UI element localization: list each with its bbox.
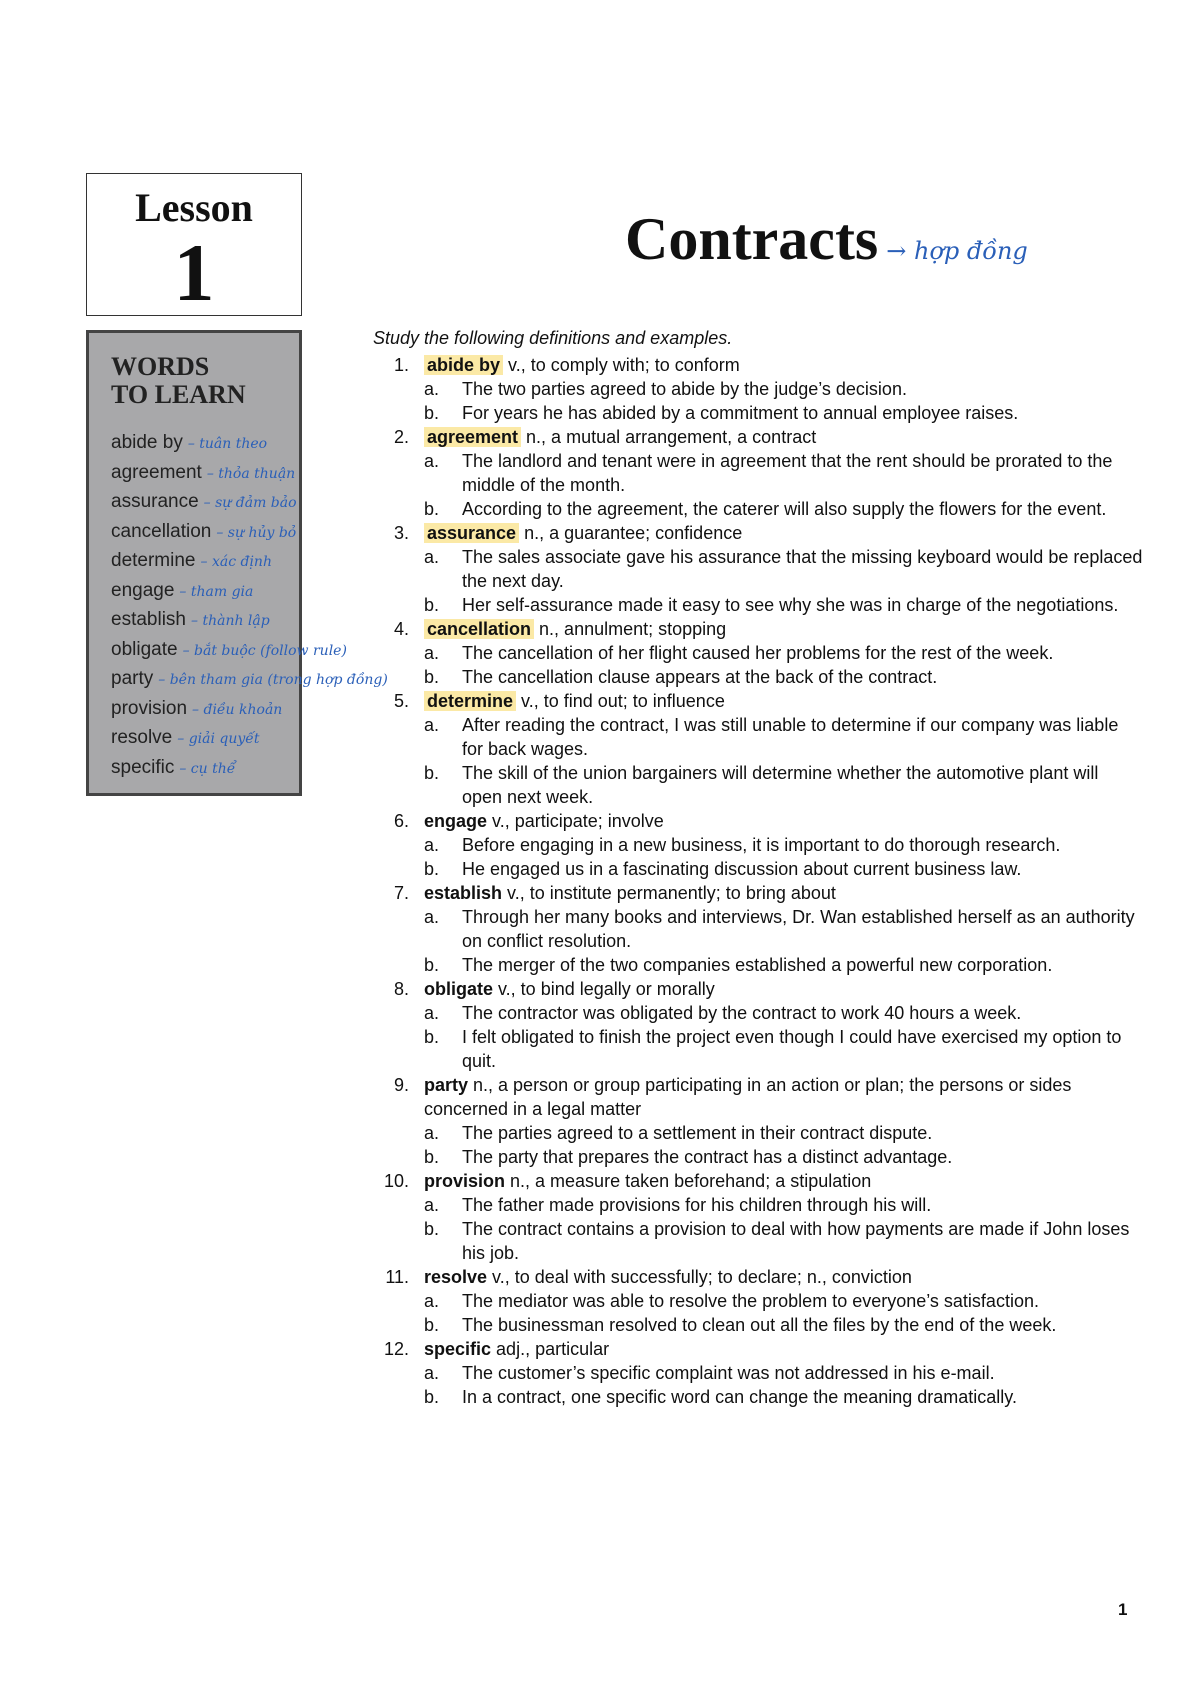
- entry-definition: n., a person or group participating in an action or plan; the persons or sides concerned in a legal matter: [424, 1075, 1072, 1119]
- entry-definition: v., to institute permanently; to bring about: [502, 883, 836, 903]
- example-label: a.: [424, 1291, 440, 1311]
- definition-entry: [373, 1265, 1143, 1289]
- word-list-item: [111, 459, 299, 489]
- example-sentence: [424, 1145, 1143, 1169]
- handwritten-note: – sự đảm bảo: [203, 495, 297, 511]
- handwritten-note: – sự hủy bỏ: [216, 524, 297, 541]
- entry-definition: n., a guarantee; confidence: [519, 523, 743, 543]
- example-sentence: [424, 665, 1143, 689]
- example-sentence: [424, 377, 1143, 401]
- word-term: provision: [111, 697, 188, 719]
- handwritten-note: – xác định: [200, 554, 272, 570]
- example-sentence: [424, 1193, 1143, 1217]
- example-sentence: [424, 545, 1143, 593]
- entry-number: 8.: [393, 979, 409, 999]
- definition-entry: [373, 977, 1143, 1001]
- word-term: abide by: [111, 432, 183, 453]
- example-label: b.: [424, 1147, 440, 1167]
- entry-term: obligate: [424, 979, 494, 999]
- word-list-item: [111, 695, 299, 725]
- entry-number: 12.: [383, 1339, 409, 1359]
- lesson-box: [86, 173, 302, 316]
- word-term: party: [111, 668, 154, 689]
- handwritten-note: – cụ thể: [179, 760, 236, 777]
- definition-entry: [373, 689, 1143, 713]
- definition-entry: [373, 1169, 1143, 1193]
- example-text: In a contract, one specific word can change the meaning dramatically.: [462, 1387, 1017, 1407]
- example-text: He engaged us in a fascinating discussion about current business law.: [462, 859, 1022, 879]
- example-label: a.: [424, 835, 440, 855]
- entry-term: cancellation: [424, 619, 534, 639]
- word-list-item: [111, 429, 299, 459]
- example-label: b.: [424, 403, 440, 423]
- lesson-number: 1: [173, 227, 215, 318]
- example-sentence: [424, 1313, 1143, 1337]
- entry-number: 1.: [393, 355, 409, 375]
- example-label: a.: [424, 643, 440, 663]
- entry-term: agreement: [424, 427, 521, 447]
- example-label: b.: [424, 859, 440, 879]
- word-term: obligate: [111, 638, 178, 660]
- handwritten-note: – bên tham gia (trong hợp đồng): [158, 672, 388, 688]
- example-sentence: [424, 713, 1143, 761]
- entry-term: engage: [424, 811, 488, 831]
- example-text: According to the agreement, the caterer will also supply the flowers for the event.: [462, 499, 1107, 519]
- example-text: The landlord and tenant were in agreement that the rent should be prorated to the middle of the month.: [462, 451, 1113, 495]
- example-label: a.: [424, 451, 440, 471]
- entry-number: 5.: [393, 691, 409, 711]
- example-label: a.: [424, 1363, 440, 1383]
- handwritten-note: – tham gia: [179, 583, 254, 600]
- entry-definition: n., a measure taken beforehand; a stipulation: [505, 1171, 872, 1191]
- entry-number: 7.: [393, 883, 409, 903]
- example-sentence: [424, 401, 1143, 425]
- example-sentence: [424, 1121, 1143, 1145]
- example-sentence: [424, 761, 1143, 809]
- example-label: a.: [424, 907, 440, 927]
- word-term: establish: [111, 609, 186, 630]
- entry-definition: v., to deal with successfully; to declare; n., conviction: [487, 1267, 912, 1287]
- entry-term: provision: [424, 1171, 506, 1191]
- handwritten-note: – điều khoản: [192, 701, 283, 718]
- entry-term: party: [424, 1075, 469, 1095]
- example-label: a.: [424, 379, 440, 399]
- example-text: The businessman resolved to clean out all the files by the end of the week.: [462, 1315, 1057, 1335]
- example-label: b.: [424, 499, 440, 519]
- example-label: b.: [424, 1027, 440, 1047]
- example-label: a.: [424, 1003, 440, 1023]
- example-text: For years he has abided by a commitment to annual employee raises.: [462, 403, 1019, 423]
- entry-number: 10.: [383, 1171, 409, 1191]
- page-title: Contracts → hợp đồng: [625, 206, 1028, 272]
- entry-term: assurance: [424, 523, 519, 543]
- example-sentence: [424, 1025, 1143, 1073]
- example-sentence: [424, 1385, 1143, 1409]
- example-label: b.: [424, 955, 440, 975]
- entry-definition: n., a mutual arrangement, a contract: [521, 427, 817, 447]
- handwritten-title-note: → hợp đồng: [886, 237, 1028, 265]
- example-label: a.: [424, 1123, 440, 1143]
- entry-number: 2.: [393, 427, 409, 447]
- example-sentence: [424, 1289, 1143, 1313]
- word-list-item: [111, 724, 299, 754]
- handwritten-note: – thỏa thuận: [206, 465, 296, 482]
- example-label: a.: [424, 1195, 440, 1215]
- entry-definition: v., participate; involve: [487, 811, 664, 831]
- definition-entry: [373, 1073, 1143, 1121]
- entry-term: resolve: [424, 1267, 488, 1287]
- example-text: The father made provisions for his children through his will.: [462, 1195, 932, 1215]
- definitions-content: [373, 326, 1143, 1409]
- example-text: The mediator was able to resolve the problem to everyone’s satisfaction.: [462, 1291, 1039, 1311]
- example-text: The contractor was obligated by the contract to work 40 hours a week.: [462, 1003, 1022, 1023]
- entry-definition: v., to find out; to influence: [516, 691, 725, 711]
- example-text: The parties agreed to a settlement in their contract dispute.: [462, 1123, 933, 1143]
- example-text: Her self-assurance made it easy to see why she was in charge of the negotiations.: [462, 595, 1119, 615]
- example-text: The two parties agreed to abide by the judge’s decision.: [462, 379, 907, 399]
- words-to-learn-box: [86, 330, 388, 796]
- word-list-item: [111, 488, 299, 518]
- example-text: The party that prepares the contract has a distinct advantage.: [462, 1147, 953, 1167]
- entry-list: [373, 353, 1143, 1409]
- example-label: a.: [424, 547, 440, 567]
- word-list-item: [111, 577, 299, 607]
- page-number: 1: [1118, 1600, 1128, 1619]
- entry-definition: v., to comply with; to conform: [503, 355, 740, 375]
- example-label: b.: [424, 1315, 440, 1335]
- instructions: Study the following definitions and examples.: [373, 328, 733, 348]
- word-list-item: [111, 606, 299, 636]
- example-text: The customer’s specific complaint was not addressed in his e-mail.: [462, 1363, 995, 1383]
- word-list-item: [111, 754, 299, 784]
- word-term: resolve: [111, 727, 173, 748]
- word-term: determine: [111, 550, 196, 571]
- example-text: The merger of the two companies established a powerful new corporation.: [462, 955, 1053, 975]
- word-list-item: [111, 547, 299, 577]
- word-term: cancellation: [111, 520, 212, 542]
- definition-entry: [373, 881, 1143, 905]
- entry-number: 11.: [385, 1267, 409, 1287]
- words-heading: WORDS TO LEARN: [111, 352, 246, 409]
- entry-term: specific: [424, 1339, 492, 1359]
- word-list-item: [111, 665, 388, 695]
- definition-entry: [373, 353, 1143, 377]
- word-term: assurance: [111, 491, 199, 512]
- definition-entry: [373, 425, 1143, 449]
- example-text: The contract contains a provision to deal with how payments are made if John loses his job.: [462, 1219, 1130, 1263]
- example-text: Before engaging in a new business, it is important to do thorough research.: [462, 835, 1061, 855]
- word-list-item: [111, 518, 299, 548]
- entry-number: 3.: [393, 523, 409, 543]
- example-text: The cancellation clause appears at the back of the contract.: [462, 667, 938, 687]
- example-text: I felt obligated to finish the project even though I could have exercised my option to quit.: [462, 1027, 1122, 1071]
- example-label: b.: [424, 1219, 440, 1239]
- example-sentence: [424, 593, 1143, 617]
- example-sentence: [424, 1217, 1143, 1265]
- entry-term: establish: [424, 883, 503, 903]
- definition-entry: [373, 1337, 1143, 1361]
- example-label: b.: [424, 1387, 440, 1407]
- definition-entry: [373, 521, 1143, 545]
- example-label: b.: [424, 595, 440, 615]
- word-term: engage: [111, 579, 175, 601]
- word-term: agreement: [111, 461, 202, 483]
- definition-entry: [373, 617, 1143, 641]
- handwritten-note: – giải quyết: [177, 731, 260, 747]
- entry-number: 4.: [393, 619, 409, 639]
- example-text: The sales associate gave his assurance that the missing keyboard would be replaced the next day.: [462, 547, 1143, 591]
- example-text: Through her many books and interviews, Dr. Wan established herself as an authority on conflict resolution.: [462, 907, 1135, 951]
- example-sentence: [424, 1001, 1143, 1025]
- example-sentence: [424, 833, 1143, 857]
- example-text: The cancellation of her flight caused her problems for the rest of the week.: [462, 643, 1054, 663]
- definition-entry: [373, 809, 1143, 833]
- entry-number: 6.: [393, 811, 409, 831]
- example-sentence: [424, 497, 1143, 521]
- lesson-label: Lesson: [135, 185, 253, 230]
- entry-term: determine: [424, 691, 516, 711]
- word-term: specific: [111, 756, 175, 778]
- example-sentence: [424, 449, 1143, 497]
- word-list: [111, 429, 388, 783]
- entry-definition: adj., particular: [491, 1339, 610, 1359]
- example-text: After reading the contract, I was still unable to determine if our company was liable for back wages.: [462, 715, 1119, 759]
- example-sentence: [424, 1361, 1143, 1385]
- example-label: a.: [424, 715, 440, 735]
- example-label: b.: [424, 763, 440, 783]
- example-text: The skill of the union bargainers will determine whether the automotive plant will open next week.: [462, 763, 1099, 807]
- example-label: b.: [424, 667, 440, 687]
- example-sentence: [424, 641, 1143, 665]
- entry-definition: v., to bind legally or morally: [493, 979, 715, 999]
- example-sentence: [424, 857, 1143, 881]
- handwritten-note: – bắt buộc (follow rule): [182, 642, 347, 659]
- entry-definition: n., annulment; stopping: [534, 619, 727, 639]
- entry-number: 9.: [393, 1075, 409, 1095]
- handwritten-note: – thành lập: [191, 613, 270, 629]
- handwritten-note: – tuân theo: [187, 436, 268, 452]
- example-sentence: [424, 905, 1143, 953]
- entry-term: abide by: [424, 355, 503, 375]
- word-list-item: [111, 636, 347, 666]
- example-sentence: [424, 953, 1143, 977]
